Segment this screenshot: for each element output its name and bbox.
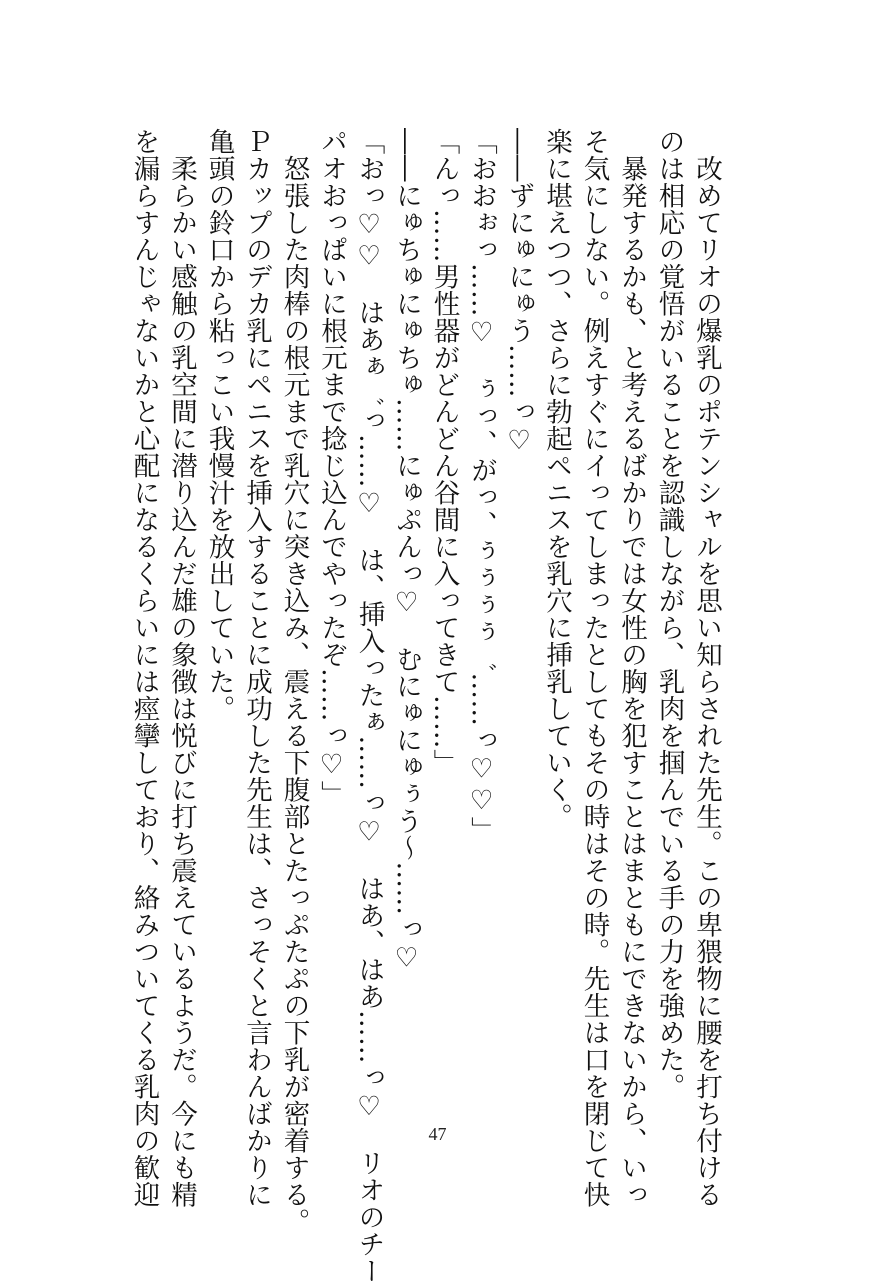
text-line: Ｐカップのデカ乳にペニスを挿入することに成功した先生は、さっそくと言わんばかりに <box>241 128 272 1208</box>
text-line: 「おっ♡♡ はあぁ゛っ……♡ は、挿入ったぁ……っ♡ はあ、はあ……っ♡ リオのチー <box>353 128 385 1285</box>
text-line: 暴発するかも、と考えるばかりでは女性の胸を犯すことはまともにできないから、いっ <box>616 128 647 1208</box>
text-line: 楽に堪えつつ、さらに勃起ペニスを乳穴に挿乳していく。 <box>541 128 572 830</box>
text-line: ――にゅちゅにゅちゅ……にゅぷんっ♡ むにゅにゅぅう～……っ♡ <box>391 128 422 974</box>
text-line: 「おおぉっ……♡ ぅっ、がっ、ぅぅぅぅ゛……っ♡♡」 <box>466 128 497 844</box>
text-line: そ気にしない。例えすぐにイってしまったとしてもその時はその時。先生は口を閉じて快 <box>578 128 610 1208</box>
text-line: 怒張した肉棒の根元まで乳穴に突き込み、震える下腹部とたっぷたぷの下乳が密着する。 <box>278 128 310 1235</box>
page-number: 47 <box>428 1124 447 1144</box>
text-line: 亀頭の鈴口から粘っこい我慢汁を放出していた。 <box>203 128 235 722</box>
text-line: のは相応の覚悟がいることを認識しながら、乳肉を掴んでいる手の力を強めた。 <box>653 128 685 1100</box>
text-line: 「んっ……男性器がどんどん谷間に入ってきて……」 <box>428 128 460 776</box>
text-line: 柔らかい感触の乳空間に潜り込んだ雄の象徴は悦びに打ち震えているようだ。今にも精 <box>166 128 197 1208</box>
text-line: 改めてリオの爆乳のポテンシャルを思い知らされた先生。この卑猥物に腰を打ち付ける <box>691 128 722 1208</box>
text-line: パオおっぱいに根元まで捻じ込んでやったぞ……っ♡」 <box>316 128 347 808</box>
text-line: ――ずにゅにゅう……っ♡ <box>503 128 535 457</box>
text-line: を漏らすんじゃないかと心配になるくらいには痙攣しており、絡みついてくる乳肉の歓迎 <box>128 128 160 1208</box>
